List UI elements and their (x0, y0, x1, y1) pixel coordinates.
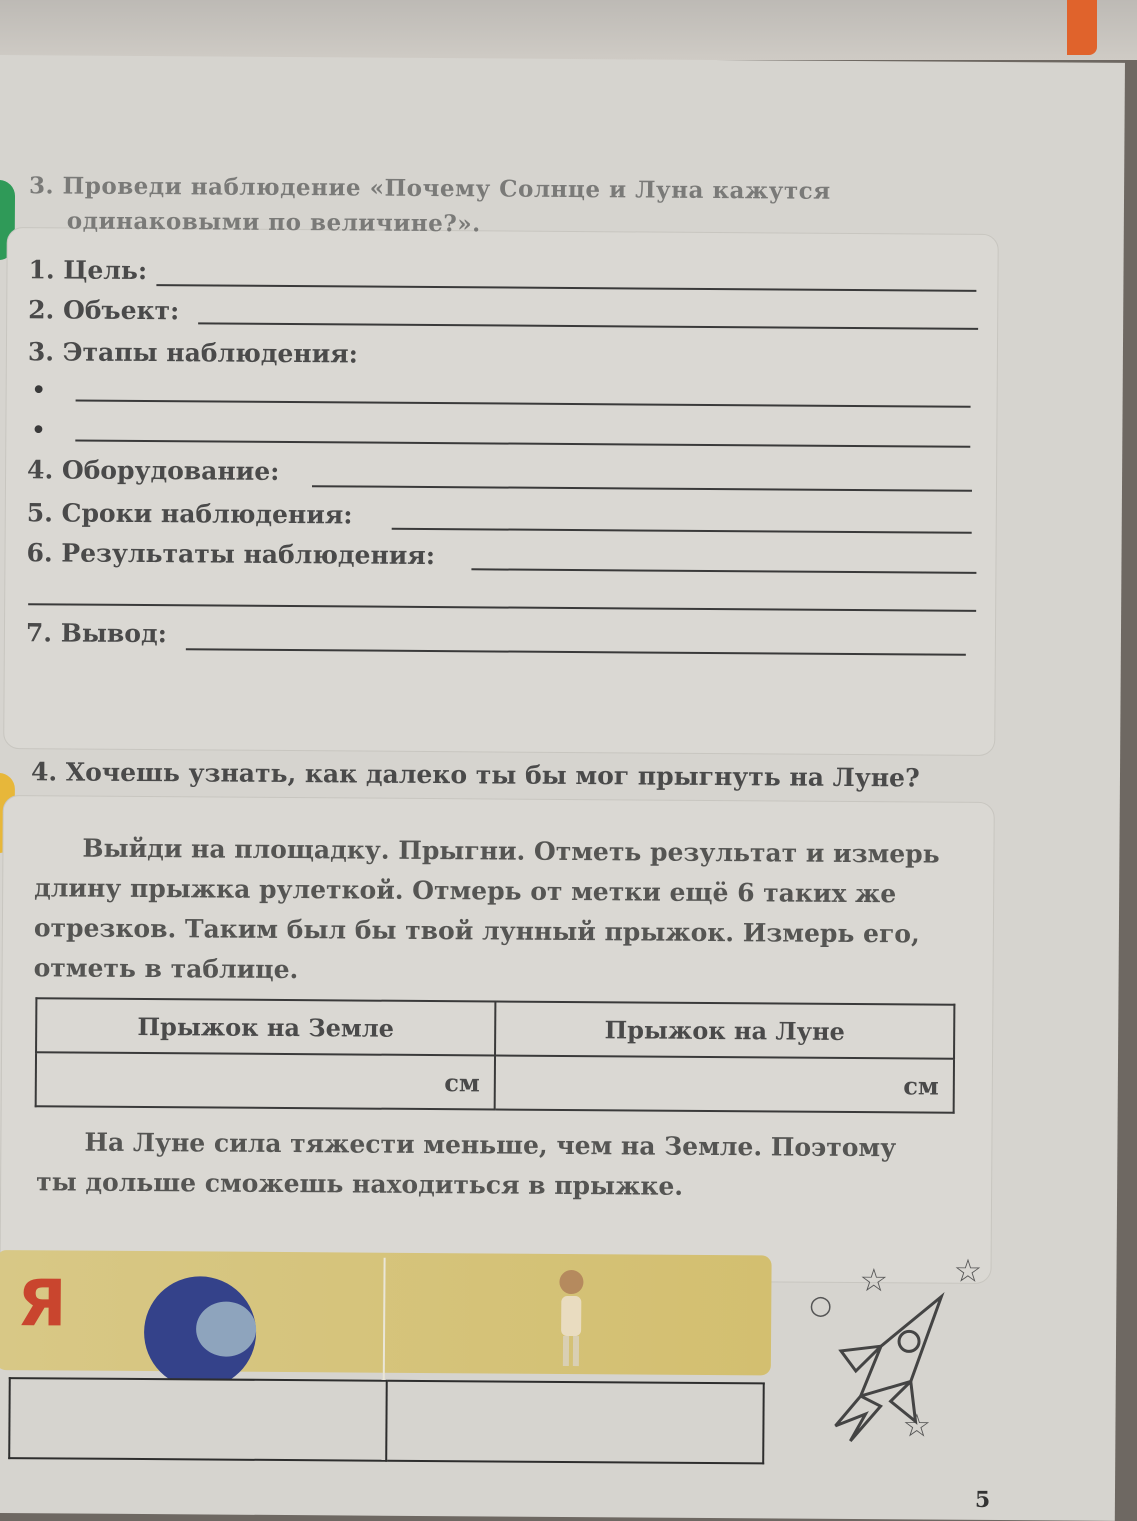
star-icon: ☆ (902, 1406, 931, 1444)
stages-label: 3. Этапы наблюдения: (28, 337, 358, 368)
bottom-answer-table (8, 1377, 765, 1464)
equipment-label: 4. Оборудование: (27, 455, 279, 486)
child-figure-icon (546, 1264, 597, 1374)
earth-jump-cell[interactable] (36, 1052, 495, 1109)
task4-title: 4. Хочешь узнать, как далеко ты бы мог прыгнуть на Луне? (31, 757, 920, 792)
instruction-line-1: Выйди на площадку. Прыгни. Отметь результат и измерь (82, 828, 939, 875)
instruction-line-2: длину прыжка рулеткой. Отмерь от метки ещё 6 таких же (34, 867, 896, 914)
page-number: 5 (975, 1487, 990, 1513)
jump-table (35, 997, 956, 1113)
rocket-icon (820, 1286, 971, 1447)
bottom-cell-right[interactable] (386, 1381, 764, 1464)
bottom-illustration-band (0, 1250, 772, 1375)
earth-unit: см (444, 1068, 480, 1097)
header-earth-jump: Прыжок на Земле (36, 998, 495, 1055)
object-label: 2. Объект: (28, 295, 179, 325)
moon-jump-cell[interactable] (495, 1055, 954, 1112)
terms-label: 5. Сроки наблюдения: (27, 498, 353, 529)
goal-label: 1. Цель: (28, 255, 147, 285)
instruction-line-3: отрезков. Таким был бы твой лунный прыжок. Измерь его, (34, 907, 920, 954)
stage-bullet-2: • (31, 417, 45, 443)
note-line-2: ты дольше сможешь находиться в прыжке. (36, 1161, 683, 1207)
task3-title-line1: 3. Проведи наблюдение «Почему Солнце и Луна кажутся (29, 170, 831, 208)
header-moon-jump: Прыжок на Луне (495, 1001, 954, 1058)
orange-object (1067, 0, 1097, 55)
instruction-line-4: отметь в таблице. (33, 947, 298, 990)
ya-logo-icon: Я (17, 1267, 67, 1341)
note-line-1: На Луне сила тяжести меньше, чем на Земле. Поэтому (84, 1122, 896, 1169)
earth-icon (196, 1301, 256, 1356)
background-surface (0, 0, 1137, 60)
bottom-cell-left[interactable] (9, 1378, 387, 1461)
conclusion-label: 7. Вывод: (26, 618, 167, 648)
results-label: 6. Результаты наблюдения: (26, 538, 435, 570)
star-icon: ☆ (859, 1261, 888, 1299)
task3-title-line2: одинаковыми по величине?». (67, 205, 481, 240)
moon-unit: см (903, 1071, 939, 1100)
stage-bullet-1: • (32, 377, 46, 403)
star-icon: ☆ (953, 1252, 982, 1290)
workbook-page (0, 55, 1125, 1521)
planet-icon: ○ (809, 1291, 832, 1321)
